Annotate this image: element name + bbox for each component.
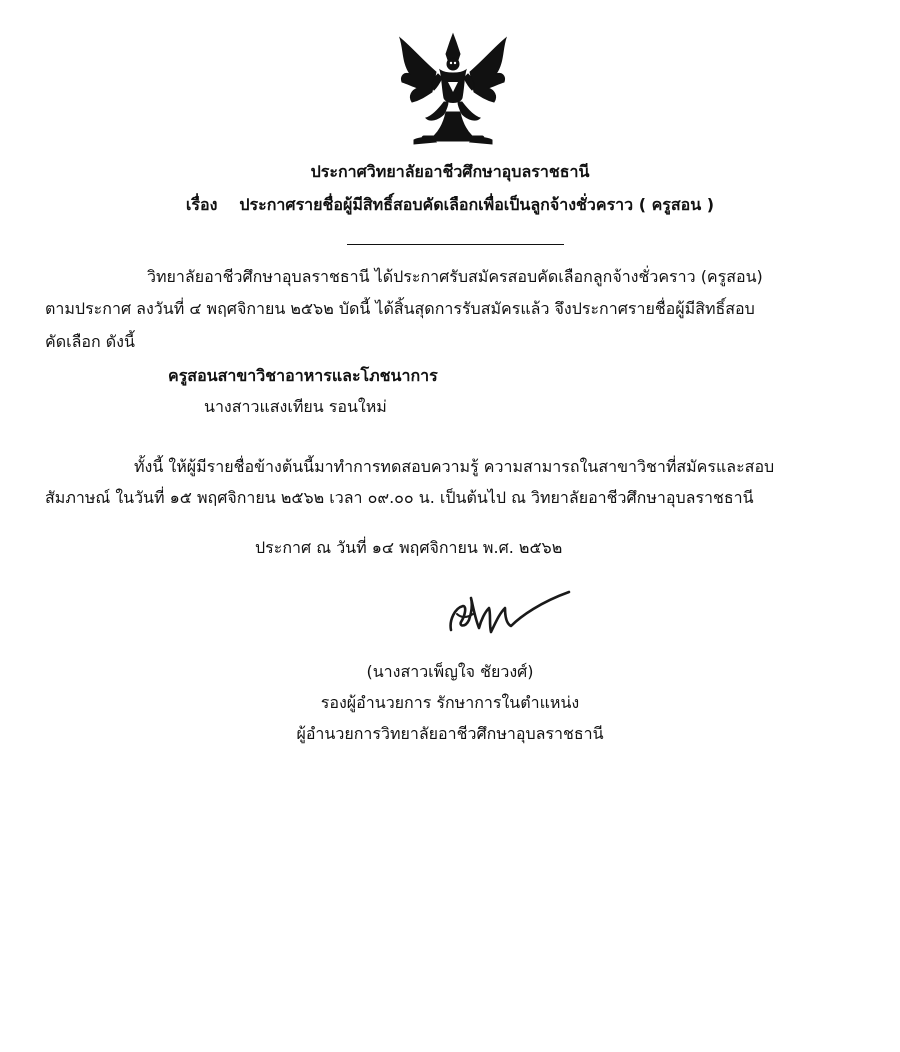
header-divider: [347, 244, 564, 245]
handwritten-signature: [445, 584, 575, 640]
announcement-title: ประกาศวิทยาลัยอาชีวศึกษาอุบลราชธานี: [310, 162, 590, 181]
signatory-position-1: รองผู้อำนวยการ รักษาการในตำแหน่ง: [320, 693, 580, 712]
announcement-date: ประกาศ ณ วันที่ ๑๔ พฤศจิกายน พ.ศ. ๒๕๖๒: [255, 538, 563, 557]
candidate-name: นางสาวแสงเทียน รอนใหม่: [204, 397, 387, 416]
paragraph-1-line-1: วิทยาลัยอาชีวศึกษาอุบลราชธานี ได้ประกาศรับสมัครสอบคัดเลือกลูกจ้างชั่วคราว (ครูสอน): [147, 267, 763, 286]
signatory-name: (นางสาวเพ็ญใจ ชัยวงศ์): [366, 662, 534, 681]
paragraph-1-line-2: ตามประกาศ ลงวันที่ ๔ พฤศจิกายน ๒๕๖๒ บัดนี้ ได้สิ้นสุดการรับสมัครแล้ว จึงประกาศรายชื่อผู้มีสิทธิ์สอบ: [45, 299, 755, 318]
announcement-subject: [0, 194, 900, 216]
subject-area-heading: ครูสอนสาขาวิชาอาหารและโภชนาการ: [168, 366, 438, 385]
paragraph-2-line-2: สัมภาษณ์ ในวันที่ ๑๕ พฤศจิกายน ๒๕๖๒ เวลา ๐๙.๐๐ น. เป็นต้นไป ณ วิทยาลัยอาชีวศึกษาอุบลราชธานี: [45, 488, 754, 507]
paragraph-2-line-1: ทั้งนี้ ให้ผู้มีรายชื่อข้างต้นนี้มาทำการทดสอบความรู้ ความสามารถในสาขาวิชาที่สมัครและสอบ: [134, 457, 775, 476]
paragraph-1-line-3: คัดเลือก ดังนี้: [45, 332, 135, 351]
subject-label: เรื่อง: [185, 195, 218, 214]
subject-text: ประกาศรายชื่อผู้มีสิทธิ์สอบคัดเลือกเพื่อเป็นลูกจ้างชั่วคราว ( ครูสอน ): [239, 195, 715, 214]
signatory-position-2: ผู้อำนวยการวิทยาลัยอาชีวศึกษาอุบลราชธานี: [296, 724, 604, 743]
garuda-emblem-icon: [392, 32, 514, 146]
